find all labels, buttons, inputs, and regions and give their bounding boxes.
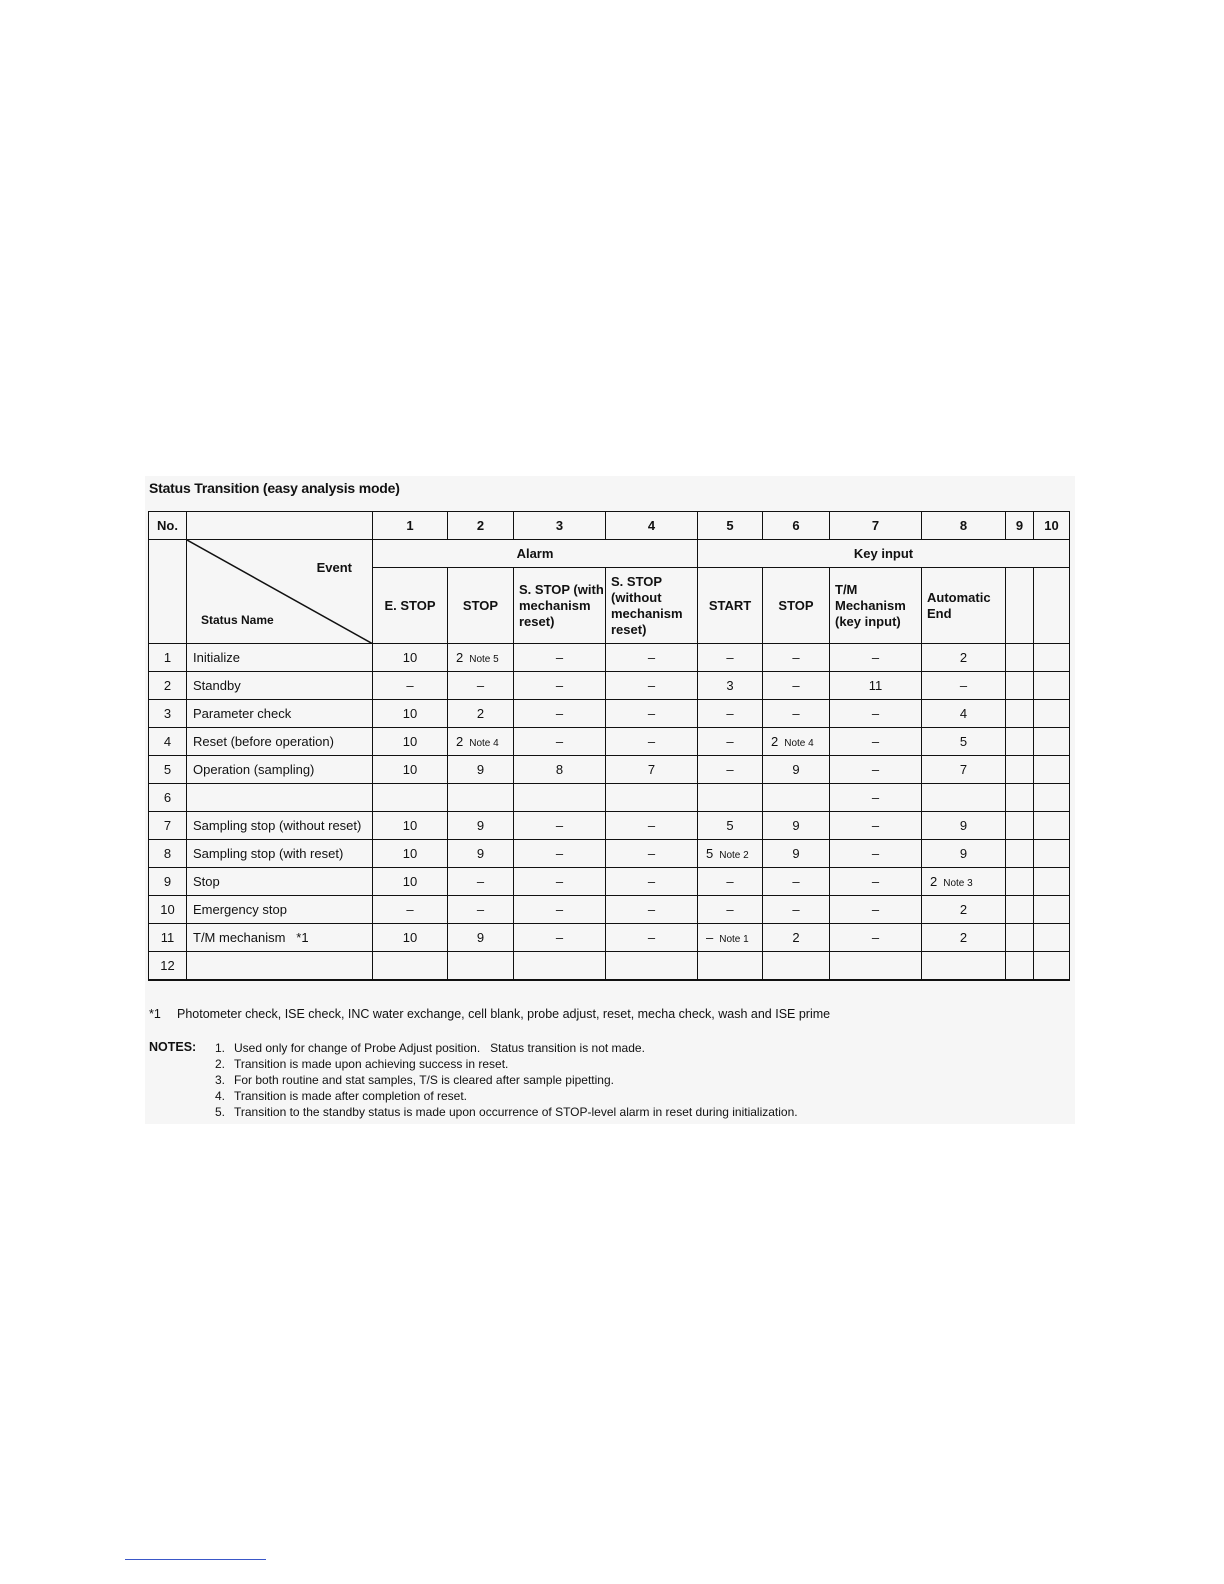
transition-cell bbox=[922, 700, 1006, 728]
row-number: 3 bbox=[149, 700, 187, 728]
status-name: T/M mechanism *1 bbox=[187, 924, 373, 952]
transition-value: 3 bbox=[726, 678, 734, 693]
transition-cell bbox=[606, 868, 698, 896]
transition-cell bbox=[922, 644, 1006, 672]
transition-cell bbox=[514, 672, 606, 700]
transition-value: – bbox=[555, 846, 564, 861]
transition-value: – bbox=[726, 706, 734, 721]
transition-cell bbox=[763, 644, 830, 672]
transition-cell bbox=[698, 868, 763, 896]
row-number: 10 bbox=[149, 896, 187, 924]
transition-cell bbox=[698, 756, 763, 784]
transition-cell bbox=[922, 784, 1006, 812]
transition-cell bbox=[606, 728, 698, 756]
transition-cell bbox=[698, 784, 763, 812]
transition-cell bbox=[1034, 756, 1070, 784]
transition-value: – bbox=[406, 902, 414, 917]
transition-value: – bbox=[555, 874, 564, 889]
transition-cell bbox=[606, 924, 698, 952]
transition-value: – bbox=[726, 902, 734, 917]
transition-cell bbox=[606, 896, 698, 924]
transition-cell bbox=[1006, 812, 1034, 840]
transition-value: – bbox=[871, 874, 880, 889]
transition-value: – bbox=[647, 818, 656, 833]
transition-value: 2 bbox=[456, 650, 464, 665]
transition-value: 10 bbox=[402, 818, 418, 833]
transition-value: – bbox=[647, 734, 656, 749]
table-row bbox=[149, 728, 1070, 756]
row-number: 11 bbox=[149, 924, 187, 952]
notes-label: NOTES: bbox=[149, 1040, 197, 1054]
event-name-1: E. STOP bbox=[373, 568, 448, 644]
transition-cell bbox=[763, 868, 830, 896]
note-item bbox=[215, 1056, 915, 1072]
transition-cell bbox=[373, 896, 448, 924]
transition-value: – bbox=[555, 930, 564, 945]
transition-value: – bbox=[476, 902, 485, 917]
transition-value: 7 bbox=[647, 762, 656, 777]
transition-cell bbox=[514, 840, 606, 868]
table-row bbox=[149, 672, 1070, 700]
row-number: 1 bbox=[149, 644, 187, 672]
transition-value: 11 bbox=[868, 678, 883, 693]
transition-cell bbox=[1034, 840, 1070, 868]
table-row bbox=[149, 812, 1070, 840]
event-label: Event bbox=[316, 560, 352, 575]
transition-value: – bbox=[706, 930, 714, 945]
note-number: 1. bbox=[215, 1041, 226, 1055]
transition-value: – bbox=[647, 846, 656, 861]
transition-value: 9 bbox=[476, 846, 485, 861]
transition-value: – bbox=[792, 874, 800, 889]
note-number: 5. bbox=[215, 1105, 226, 1119]
event-number-6: 6 bbox=[763, 512, 830, 540]
note-item bbox=[215, 1072, 915, 1088]
transition-cell bbox=[830, 756, 922, 784]
transition-cell bbox=[448, 924, 514, 952]
transition-cell bbox=[698, 644, 763, 672]
event-name-7: T/M Mechanism (key input) bbox=[830, 568, 922, 644]
transition-cell bbox=[1006, 924, 1034, 952]
transition-cell bbox=[514, 812, 606, 840]
transition-cell bbox=[514, 896, 606, 924]
transition-cell bbox=[373, 672, 448, 700]
transition-cell bbox=[448, 756, 514, 784]
transition-cell bbox=[606, 756, 698, 784]
event-number-3: 3 bbox=[514, 512, 606, 540]
status-name bbox=[187, 952, 373, 981]
transition-value: 10 bbox=[402, 734, 418, 749]
transition-cell bbox=[606, 672, 698, 700]
transition-cell bbox=[514, 924, 606, 952]
transition-value: – bbox=[871, 930, 880, 945]
transition-cell bbox=[448, 812, 514, 840]
transition-cell bbox=[1034, 728, 1070, 756]
transition-cell bbox=[763, 952, 830, 981]
event-number-9: 9 bbox=[1006, 512, 1034, 540]
event-number-10: 10 bbox=[1034, 512, 1070, 540]
transition-cell bbox=[922, 812, 1006, 840]
transition-cell bbox=[1006, 840, 1034, 868]
transition-cell bbox=[698, 812, 763, 840]
transition-cell bbox=[830, 784, 922, 812]
footnote bbox=[149, 1007, 830, 1021]
transition-value: – bbox=[726, 650, 734, 665]
note-item bbox=[215, 1088, 915, 1104]
no-spacer bbox=[149, 540, 187, 644]
transition-cell bbox=[922, 896, 1006, 924]
event-name-10 bbox=[1034, 568, 1070, 644]
transition-value: – bbox=[871, 762, 880, 777]
note-item bbox=[215, 1104, 915, 1120]
transition-cell bbox=[606, 812, 698, 840]
note-text: Used only for change of Probe Adjust position. Status transition is not made. bbox=[234, 1041, 645, 1055]
transition-cell bbox=[698, 896, 763, 924]
transition-cell bbox=[698, 840, 763, 868]
transition-cell bbox=[606, 784, 698, 812]
event-name-9 bbox=[1006, 568, 1034, 644]
transition-value: – bbox=[871, 650, 880, 665]
footnote-text: Photometer check, ISE check, INC water exchange, cell blank, probe adjust, reset, mecha check, wash and ISE prime bbox=[177, 1007, 831, 1021]
note-text: For both routine and stat samples, T/S is cleared after sample pipetting. bbox=[234, 1073, 614, 1087]
row-number: 4 bbox=[149, 728, 187, 756]
transition-cell bbox=[448, 784, 514, 812]
event-name-2: STOP bbox=[448, 568, 514, 644]
transition-cell bbox=[1006, 784, 1034, 812]
transition-cell bbox=[698, 728, 763, 756]
transition-value: – bbox=[476, 874, 485, 889]
transition-value: – bbox=[555, 734, 564, 749]
transition-value: – bbox=[406, 678, 414, 693]
transition-cell bbox=[922, 728, 1006, 756]
event-number-8: 8 bbox=[922, 512, 1006, 540]
blank-header bbox=[187, 512, 373, 540]
transition-value: – bbox=[647, 678, 656, 693]
note-reference: Note 1 bbox=[719, 934, 749, 945]
transition-value: 10 bbox=[402, 874, 418, 889]
transition-value: 2 bbox=[959, 650, 968, 665]
transition-value: 5 bbox=[959, 734, 968, 749]
event-number-7: 7 bbox=[830, 512, 922, 540]
transition-cell bbox=[606, 644, 698, 672]
transition-cell bbox=[373, 728, 448, 756]
transition-cell bbox=[830, 868, 922, 896]
table-row bbox=[149, 868, 1070, 896]
transition-value: 8 bbox=[555, 762, 564, 777]
transition-cell bbox=[830, 896, 922, 924]
note-text: Transition to the standby status is made upon occurrence of STOP-level alarm in reset during initialization. bbox=[234, 1105, 798, 1119]
no-header: No. bbox=[149, 512, 187, 540]
transition-cell bbox=[448, 952, 514, 981]
transition-cell bbox=[373, 868, 448, 896]
transition-value: – bbox=[647, 650, 656, 665]
transition-cell bbox=[830, 644, 922, 672]
transition-cell bbox=[448, 728, 514, 756]
transition-value: 9 bbox=[959, 846, 968, 861]
event-name-6: STOP bbox=[763, 568, 830, 644]
transition-value: 9 bbox=[792, 818, 800, 833]
transition-cell bbox=[448, 672, 514, 700]
note-reference: Note 3 bbox=[943, 878, 973, 889]
transition-value: – bbox=[555, 818, 564, 833]
transition-value: – bbox=[871, 790, 880, 805]
transition-value: – bbox=[792, 678, 800, 693]
transition-cell bbox=[514, 868, 606, 896]
note-text: Transition is made upon achieving success in reset. bbox=[234, 1057, 509, 1071]
row-number: 5 bbox=[149, 756, 187, 784]
row-number: 7 bbox=[149, 812, 187, 840]
transition-cell bbox=[763, 840, 830, 868]
transition-value: 2 bbox=[456, 734, 464, 749]
event-name-5: START bbox=[698, 568, 763, 644]
transition-cell bbox=[763, 784, 830, 812]
transition-value: 9 bbox=[792, 846, 800, 861]
transition-cell bbox=[922, 672, 1006, 700]
transition-value: – bbox=[647, 874, 656, 889]
event-name-4: S. STOP (without mechanism reset) bbox=[606, 568, 698, 644]
transition-value: – bbox=[555, 706, 564, 721]
transition-value: 9 bbox=[476, 930, 485, 945]
note-text: Transition is made after completion of reset. bbox=[234, 1089, 467, 1103]
transition-cell bbox=[514, 700, 606, 728]
transition-cell bbox=[1006, 896, 1034, 924]
transition-value: 2 bbox=[959, 902, 968, 917]
transition-cell bbox=[1034, 672, 1070, 700]
table-title: Status Transition (easy analysis mode) bbox=[149, 480, 400, 496]
table-row bbox=[149, 700, 1070, 728]
transition-cell bbox=[830, 924, 922, 952]
transition-value: 2 bbox=[930, 874, 938, 889]
transition-value: – bbox=[476, 678, 485, 693]
row-number: 8 bbox=[149, 840, 187, 868]
notes-list bbox=[215, 1040, 915, 1120]
status-name bbox=[187, 784, 373, 812]
transition-cell bbox=[373, 812, 448, 840]
transition-cell bbox=[606, 952, 698, 981]
transition-cell bbox=[763, 756, 830, 784]
table-row bbox=[149, 756, 1070, 784]
transition-cell bbox=[1006, 868, 1034, 896]
transition-cell bbox=[830, 728, 922, 756]
note-number: 2. bbox=[215, 1057, 226, 1071]
status-name: Sampling stop (without reset) bbox=[187, 812, 373, 840]
note-number: 3. bbox=[215, 1073, 226, 1087]
transition-cell bbox=[830, 672, 922, 700]
transition-cell bbox=[373, 756, 448, 784]
transition-cell bbox=[1034, 952, 1070, 981]
transition-cell bbox=[514, 728, 606, 756]
transition-cell bbox=[698, 700, 763, 728]
table-row bbox=[149, 784, 1070, 812]
row-number: 6 bbox=[149, 784, 187, 812]
status-name: Operation (sampling) bbox=[187, 756, 373, 784]
transition-cell bbox=[514, 756, 606, 784]
transition-cell bbox=[698, 672, 763, 700]
transition-cell bbox=[1006, 672, 1034, 700]
transition-cell bbox=[448, 896, 514, 924]
transition-value: – bbox=[647, 930, 656, 945]
event-number-5: 5 bbox=[698, 512, 763, 540]
transition-cell bbox=[1034, 896, 1070, 924]
note-reference: Note 5 bbox=[469, 654, 499, 665]
event-name-8: Automatic End bbox=[922, 568, 1006, 644]
transition-cell bbox=[606, 840, 698, 868]
transition-value: – bbox=[555, 902, 564, 917]
note-reference: Note 4 bbox=[469, 738, 499, 749]
transition-value: 10 bbox=[402, 650, 418, 665]
status-name: Stop bbox=[187, 868, 373, 896]
transition-value: 9 bbox=[792, 762, 800, 777]
transition-value: – bbox=[871, 734, 880, 749]
transition-value: 2 bbox=[959, 930, 968, 945]
transition-cell bbox=[448, 840, 514, 868]
transition-cell bbox=[1034, 812, 1070, 840]
transition-cell bbox=[1034, 700, 1070, 728]
status-name: Reset (before operation) bbox=[187, 728, 373, 756]
transition-cell bbox=[514, 784, 606, 812]
status-name: Initialize bbox=[187, 644, 373, 672]
transition-value: – bbox=[959, 678, 968, 693]
transition-cell bbox=[1006, 700, 1034, 728]
transition-cell bbox=[373, 784, 448, 812]
transition-value: – bbox=[555, 678, 564, 693]
transition-cell bbox=[763, 672, 830, 700]
corner-diagonal bbox=[187, 540, 373, 644]
transition-value: 10 bbox=[402, 846, 418, 861]
transition-value: 9 bbox=[476, 818, 485, 833]
transition-cell bbox=[763, 896, 830, 924]
table-row bbox=[149, 644, 1070, 672]
transition-cell bbox=[830, 840, 922, 868]
table-row bbox=[149, 840, 1070, 868]
transition-cell bbox=[922, 756, 1006, 784]
status-name-label: Status Name bbox=[201, 613, 274, 627]
transition-cell bbox=[606, 700, 698, 728]
event-number-2: 2 bbox=[448, 512, 514, 540]
transition-value: 4 bbox=[959, 706, 968, 721]
note-item bbox=[215, 1040, 915, 1056]
transition-value: – bbox=[726, 734, 734, 749]
transition-value: – bbox=[792, 650, 800, 665]
note-number: 4. bbox=[215, 1089, 226, 1103]
note-reference: Note 2 bbox=[719, 850, 749, 861]
transition-value: – bbox=[871, 902, 880, 917]
transition-cell bbox=[1006, 952, 1034, 981]
transition-value: 10 bbox=[402, 762, 418, 777]
status-name: Emergency stop bbox=[187, 896, 373, 924]
event-name-3: S. STOP (with mechanism reset) bbox=[514, 568, 606, 644]
transition-cell bbox=[1006, 644, 1034, 672]
status-name: Standby bbox=[187, 672, 373, 700]
transition-value: 7 bbox=[959, 762, 968, 777]
transition-cell bbox=[830, 700, 922, 728]
transition-cell bbox=[1034, 784, 1070, 812]
transition-cell bbox=[763, 728, 830, 756]
note-reference: Note 4 bbox=[784, 738, 814, 749]
transition-cell bbox=[373, 952, 448, 981]
transition-value: 2 bbox=[771, 734, 779, 749]
status-name: Parameter check bbox=[187, 700, 373, 728]
transition-cell bbox=[373, 924, 448, 952]
table-row bbox=[149, 952, 1070, 981]
transition-value: 9 bbox=[959, 818, 968, 833]
transition-value: – bbox=[647, 706, 656, 721]
transition-cell bbox=[373, 644, 448, 672]
transition-value: – bbox=[792, 902, 800, 917]
transition-value: – bbox=[871, 846, 880, 861]
alarm-group-header: Alarm bbox=[373, 540, 698, 568]
transition-value: – bbox=[726, 762, 734, 777]
row-number: 2 bbox=[149, 672, 187, 700]
transition-value: – bbox=[726, 874, 734, 889]
footer-rule bbox=[125, 1559, 266, 1560]
transition-cell bbox=[514, 644, 606, 672]
event-number-1: 1 bbox=[373, 512, 448, 540]
transition-cell bbox=[1006, 728, 1034, 756]
transition-value: 5 bbox=[726, 818, 734, 833]
transition-cell bbox=[448, 700, 514, 728]
transition-cell bbox=[698, 952, 763, 981]
corner-cell bbox=[187, 540, 373, 644]
transition-cell bbox=[922, 868, 1006, 896]
transition-cell bbox=[922, 840, 1006, 868]
transition-value: – bbox=[647, 902, 656, 917]
transition-cell bbox=[1034, 644, 1070, 672]
transition-cell bbox=[514, 952, 606, 981]
row-number: 12 bbox=[149, 952, 187, 981]
table-row bbox=[149, 896, 1070, 924]
row-number: 9 bbox=[149, 868, 187, 896]
transition-cell bbox=[922, 952, 1006, 981]
transition-value: 9 bbox=[476, 762, 485, 777]
footnote-mark: *1 bbox=[149, 1007, 161, 1021]
transition-value: 10 bbox=[402, 930, 418, 945]
transition-value: 5 bbox=[706, 846, 714, 861]
key-input-group-header: Key input bbox=[698, 540, 1070, 568]
transition-cell bbox=[922, 924, 1006, 952]
transition-cell bbox=[448, 868, 514, 896]
transition-cell bbox=[830, 812, 922, 840]
transition-cell bbox=[763, 812, 830, 840]
table-row bbox=[149, 924, 1070, 952]
transition-cell bbox=[373, 700, 448, 728]
status-name: Sampling stop (with reset) bbox=[187, 840, 373, 868]
transition-cell bbox=[763, 700, 830, 728]
transition-cell bbox=[1034, 924, 1070, 952]
transition-value: 2 bbox=[476, 706, 485, 721]
transition-cell bbox=[830, 952, 922, 981]
transition-value: – bbox=[792, 706, 800, 721]
transition-cell bbox=[763, 924, 830, 952]
transition-value: – bbox=[555, 650, 564, 665]
transition-cell bbox=[373, 840, 448, 868]
transition-cell bbox=[1034, 868, 1070, 896]
transition-cell bbox=[448, 644, 514, 672]
transition-value: 10 bbox=[402, 706, 418, 721]
transition-value: – bbox=[871, 706, 880, 721]
transition-value: 2 bbox=[792, 930, 800, 945]
status-transition-table bbox=[148, 511, 1070, 981]
transition-cell bbox=[698, 924, 763, 952]
transition-value: – bbox=[871, 818, 880, 833]
event-number-4: 4 bbox=[606, 512, 698, 540]
transition-cell bbox=[1006, 756, 1034, 784]
